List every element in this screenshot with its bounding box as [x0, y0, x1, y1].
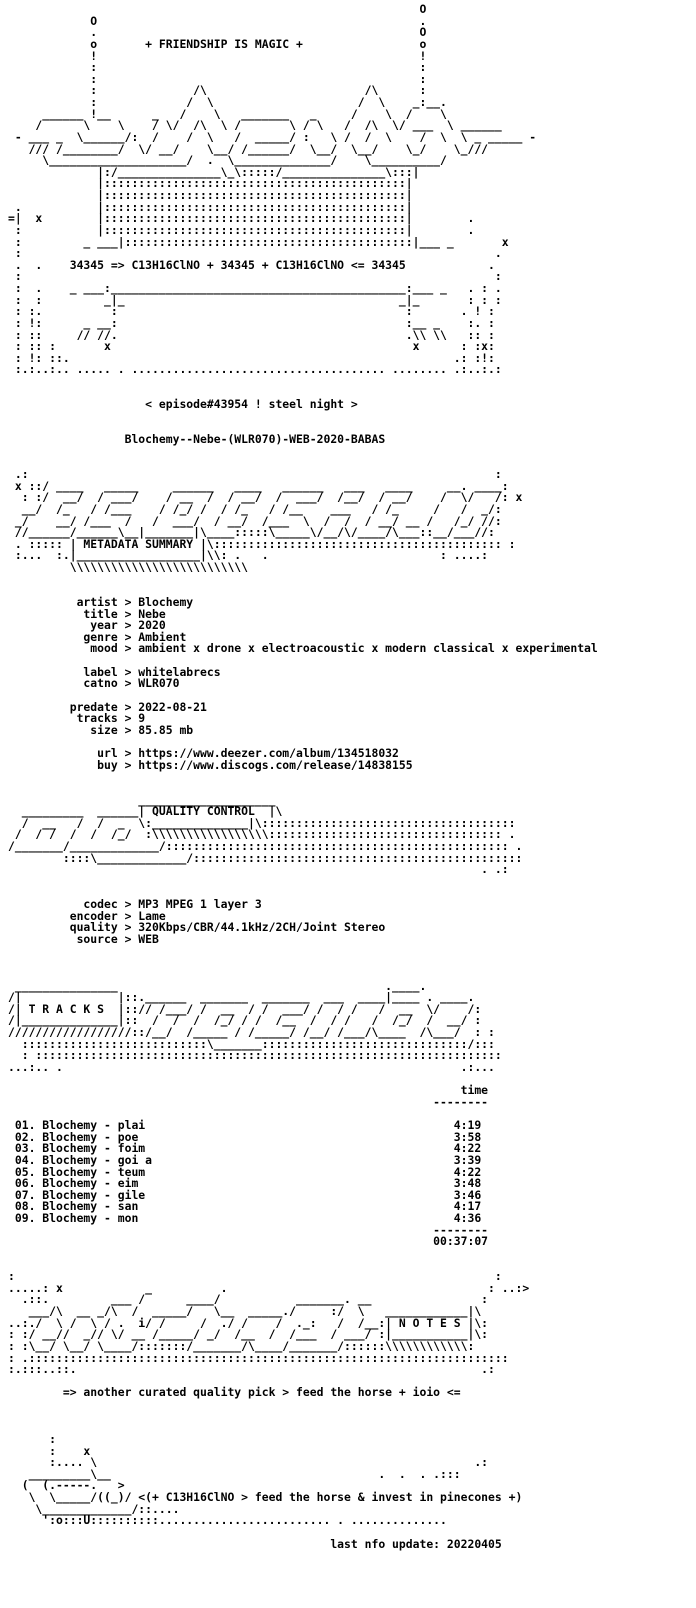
- nfo-line: . |::::::::::::::::::::::::::::::::::::::::::::|: [8, 199, 413, 214]
- nfo-line: \_____________/::....: [8, 1501, 180, 1516]
- nfo-line: |::::::::::::::::::::::::::::::::::::::::::::|: [8, 176, 413, 191]
- nfo-line: catno > WLR070: [8, 676, 180, 691]
- nfo-line: . ::::: | METADATA SUMMARY |\:::::::::::::::::::::::::::::::::::::::::: :: [8, 536, 516, 551]
- nfo-line: : :: // //. .\\ \\ :: :: [8, 327, 495, 342]
- nfo-line: tracks > 9: [8, 711, 146, 726]
- nfo-line: : .: [8, 246, 502, 261]
- nfo-line: mood > ambient x drone x electroacoustic x modern classical x experimental: [8, 641, 598, 656]
- nfo-line: _______________ .____.: [8, 978, 427, 993]
- nfo-line: .....: x _ . : ..:>: [8, 1280, 530, 1295]
- nfo-line: : :: [8, 71, 427, 86]
- nfo-line: _________ ______| QUALITY CONTROL |\: [8, 804, 283, 819]
- nfo-line: \____________________/ . \______________/ \__________/: [8, 153, 447, 168]
- nfo-line: ___/\ __ _/\ / _____/ \__ _____./ :/ \ ____________|\: [8, 1304, 482, 1318]
- nfo-line: :.:::..::. .:: [8, 1362, 495, 1377]
- nfo-line: 04. Blochemy - goi a 3:39: [8, 1152, 482, 1167]
- nfo-line: : |::::::::::::::::::::::::::::::::::::::::::::| .: [8, 222, 475, 237]
- nfo-line: : ::::::::::::::::::::::::::::::::::::::::::::::::::::::::::::::::::::: [8, 1048, 502, 1063]
- nfo-line: artist > Blochemy: [8, 594, 194, 609]
- nfo-line: / __ / / _ \:______________|\:::::::::::::::::::::::::::::::::::::: [8, 815, 516, 830]
- nfo-line: o + FRIENDSHIP IS MAGIC + o: [8, 36, 427, 51]
- nfo-line: : .::::::::::::::::::::::::::::::::::::::::::::::::::::::::::::::::::::::: [8, 1350, 509, 1365]
- nfo-line: last nfo update: 20220405: [8, 1536, 502, 1551]
- nfo-line: : :: [8, 1269, 502, 1284]
- nfo-line: buy > https://www.discogs.com/release/14838155: [8, 757, 413, 772]
- nfo-line: : / \ / \ _:__.: [8, 95, 447, 109]
- nfo-line: Blochemy--Nebe-(WLR070)-WEB-2020-BABAS: [8, 432, 386, 447]
- nfo-line: : :. : : . ! :: [8, 304, 495, 319]
- nfo-line: //______/______\__|_______|\____:::::\_____\/__/\/____/\___::__/___//:: [8, 525, 495, 540]
- nfo-line: :.:..:.. ..... . ..................................... ........ .:..:.:: [8, 362, 502, 377]
- nfo-line: : : _|_ _|_ : : :: [8, 292, 502, 307]
- nfo-line: genre > Ambient: [8, 629, 187, 644]
- nfo-line: . . 34345 => C13H16ClNO + 34345 + C13H16ClNO <= 34345 .: [8, 257, 495, 272]
- nfo-line: : /\ /\ :: [8, 83, 427, 98]
- nfo-line: encoder > Lame: [8, 908, 166, 923]
- nfo-line: /| T R A C K S |::// /___/ / __ / / ___/ / / / / __ \/ /:: [8, 1001, 482, 1016]
- nfo-line: x ::/ ____ _____ ______ ____ ______ ___ ____ __. ____:: [8, 478, 509, 493]
- nfo-line: url > https://www.deezer.com/album/134518032: [8, 746, 399, 760]
- nfo-line: 00:37:07: [8, 1234, 489, 1249]
- nfo-line: :.... \ .:: [8, 1455, 489, 1470]
- nfo-line: : :: [8, 269, 502, 284]
- nfo-line: /// /________/ \/ __/ \__/ /______/ \__/ \__/ \_/ \_///: [8, 141, 489, 156]
- nfo-line: ____________________: [8, 792, 276, 807]
- nfo-line: time: [8, 1083, 489, 1098]
- nfo-line: ______ !__ _ / \ _______ _ / \ / \: [8, 106, 447, 121]
- nfo-line: predate > 2022-08-21: [8, 699, 207, 714]
- nfo-line: _/ __/ /___ / / ___/ / __/ /___ \ / / / __/ __ / /_/ //:: [8, 513, 502, 528]
- nfo-line: : !: _ __: :__ _ :. :: [8, 315, 495, 330]
- nfo-line: 06. Blochemy - eim 3:48: [8, 1176, 482, 1191]
- nfo-line: O: [8, 2, 427, 16]
- nfo-line: codec > MP3 MPEG 1 layer 3: [8, 897, 262, 912]
- nfo-line: \ \_____/((_)/ <(+ C13H16ClNO > feed the horse & invest in pinecones +): [8, 1490, 523, 1504]
- nfo-line: |::::::::::::::::::::::::::::::::::::::::::::|: [8, 188, 413, 202]
- nfo-line: - ___ _ \______/: / / \ / _____/ : \ / / \ / \ \ _ _____ -: [8, 129, 537, 144]
- nfo-line: __/ /_ / /___ / /_/ / / /_ / /__ ___ / /_ / / _/:: [8, 501, 502, 516]
- nfo-line: : :: [8, 60, 427, 75]
- nfo-line: title > Nebe: [8, 606, 166, 621]
- nfo-line: :: [8, 1431, 57, 1446]
- nfo-line: /| |::.______ _______ _______ ___ ____|____ . ____.: [8, 990, 475, 1005]
- nfo-line: 08. Blochemy - san 4:17: [8, 1199, 482, 1214]
- nfo-line: 01. Blochemy - plai 4:19: [8, 1118, 482, 1132]
- nfo-line: . O: [8, 25, 427, 40]
- nfo-line: --------: [8, 1222, 489, 1237]
- nfo-line: 03. Blochemy - foim 4:22: [8, 1141, 482, 1156]
- nfo-line: / / / / / /_/ :\\\\\\\\\\\\\\\\\:::::::::::::::::::::::::::::::::: .: [8, 827, 516, 842]
- nfo-line: : :/ __/ / ___/ / __ / / __/ / ___/ /__/ / __/ / \/ /: x: [8, 490, 523, 505]
- nfo-line: / \ \ / \/ /\ \ / \ / \ / /\ \/ ___ \ ______: [8, 118, 502, 133]
- nfo-line: : x: [8, 1443, 91, 1458]
- nfo-line: : :: : x x : :x:: [8, 339, 495, 354]
- nfo-line: source > WEB: [8, 932, 159, 946]
- nfo-line: : :\__/ \__/ \____/:::::::/_______/\____/_______/::::::\\\\\\\\\\\\:: [8, 1338, 475, 1353]
- nfo-line: O .: [8, 13, 427, 28]
- nfo-line: 05. Blochemy - teum 4:22: [8, 1164, 482, 1179]
- nfo-line: .: :: [8, 467, 502, 481]
- nfo-line: //////////////////::/__/ /_____ / /_____/ /__/ /___/\____ /\___/ : :: [8, 1025, 495, 1039]
- nfo-line: size > 85.85 mb: [8, 722, 194, 737]
- nfo-line: year > 2020: [8, 618, 166, 633]
- nfo-line: < episode#43954 ! steel night >: [8, 397, 358, 412]
- nfo-line: ! !: [8, 48, 427, 63]
- nfo-line: :... :.|__________________|\\: . . : ....:: [8, 548, 489, 563]
- nfo-line: 02. Blochemy - poe 3:58: [8, 1129, 482, 1144]
- nfo-line: _________\__ . . . .:::: [8, 1466, 461, 1481]
- nfo-line: 07. Blochemy - gile 3:46: [8, 1187, 482, 1202]
- nfo-line: .::. ___ / ____/ _______. __ :: [8, 1292, 489, 1307]
- nfo-line: ( (.-----. >: [8, 1478, 125, 1493]
- nfo-line: |:/_______________\_\:::::/_______________\:::|: [8, 164, 420, 179]
- nfo-line: ':o:::U::::::::::......................... . ..............: [8, 1513, 447, 1528]
- nfo-line: /_______/_____________/:::::::::::::::::::::::::::::::::::::::::::::::::: .: [8, 839, 523, 853]
- nfo-line: ..:./ \ / \ / . i/ / / ./ / / ._: / /__:| N O T E S |\:: [8, 1315, 489, 1330]
- nfo-line: : :/ __// _// \/ __ /_____/ _/ /__ / /___ / ___/ :|___________|\:: [8, 1327, 489, 1342]
- nfo-line: \\\\\\\\\\\\\\\\\\\\\\\\\\: [8, 560, 249, 574]
- nfo-line: => another curated quality pick > feed the horse + ioio <=: [8, 1385, 461, 1400]
- nfo-line: 09. Blochemy - mon 4:36: [8, 1211, 482, 1225]
- nfo-line: /|______________|:: / / / /_/ / / /__ / / / / /_/ / __/ :: [8, 1013, 482, 1028]
- nfo-line: : . _ ___:___________________________________________:___ _ . : .: [8, 281, 502, 295]
- nfo-line: : _ ___|::::::::::::::::::::::::::::::::::::::::::|___ _ x: [8, 234, 509, 249]
- nfo-line: --------: [8, 1094, 489, 1109]
- nfo-line: =| x |::::::::::::::::::::::::::::::::::::::::::::| .: [8, 211, 475, 226]
- nfo-line: . .:: [8, 862, 509, 877]
- nfo-line: ...:.. . .:...: [8, 1059, 495, 1074]
- nfo-line: : !: ::. .: :!:: [8, 350, 495, 365]
- nfo-line: label > whitelabrecs: [8, 664, 221, 679]
- nfo-line: quality > 320Kbps/CBR/44.1kHz/2CH/Joint Stereo: [8, 920, 386, 935]
- nfo-line: :::::::::::::::::::::::::::\_______::::::::::::::::::::::::::::::/:::: [8, 1036, 495, 1051]
- nfo-line: ::::\_____________/::::::::::::::::::::::::::::::::::::::::::::::::: [8, 850, 523, 865]
